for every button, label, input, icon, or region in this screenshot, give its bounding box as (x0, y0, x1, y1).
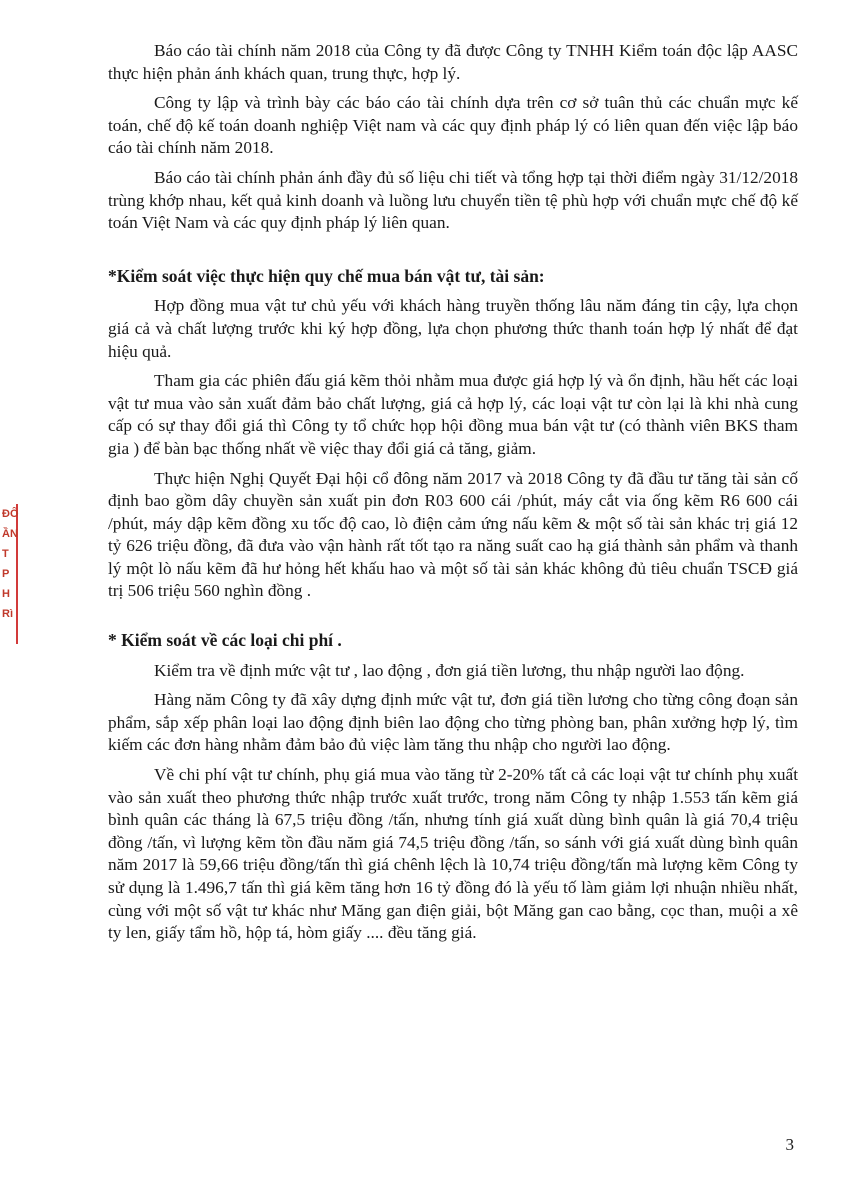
paragraph: Báo cáo tài chính năm 2018 của Công ty đã được Công ty TNHH Kiểm toán độc lập AASC thực hiện phản ánh khách quan, trung thực, hợp lý. (108, 41, 798, 83)
page-number: 3 (785, 1135, 794, 1154)
stamp-mark: H (2, 588, 10, 600)
paragraph: Công ty lập và trình bày các báo cáo tài chính dựa trên cơ sở tuân thủ các chuẩn mực kế toán, chế độ kế toán doanh nghiệp Việt nam và các quy định pháp lý có liên quan đến việc lập báo cáo tài chính năm 2018. (108, 93, 798, 158)
stamp-mark: Rì (2, 608, 13, 620)
paragraph: Về chi phí vật tư chính, phụ giá mua vào tăng từ 2-20% tất cả các loại vật tư chính phụ xuất vào sản xuất theo phương thức nhập trước xuất trước, trong năm Công ty nhập 1.553 tấn kẽm giá bình quân các tháng là 67,5 triệu đồng /tấn, nhưng tính giá xuất dùng bình quân là giá 70,4 triệu đồng /tấn, vì lượng kẽm tồn đầu năm giá 74,5 triệu đồng /tấn, so sánh với giá xuất dùng bình quân năm 2017 là 59,66 triệu đồng/tấn thì giá chênh lệch là 10,74 triệu đồng/tấn mà lượng kẽm Công ty sử dụng là 1.496,7 tấn thì giá kẽm tăng hơn 16 tỷ đồng đó là yếu tố làm giảm lợi nhuận nhiều nhất, cùng với một số vật tư khác như Măng gan điện giải, bột Măng gan cao bằng, cọc than, muội a xê ty len, giấy tẩm hồ, hộp tá, hòm giấy .... đều tăng giá. (108, 765, 798, 943)
paragraph: Thực hiện Nghị Quyết Đại hội cổ đông năm 2017 và 2018 Công ty đã đầu tư tăng tài sản cố định bao gồm dây chuyền sản xuất pin đơn R03 600 cái /phút, máy cắt via ống kẽm R6 600 cái /phút, máy dập kẽm đồng xu tốc độ cao, lò điện cảm ứng nấu kẽm & một số tài sản khác trị giá 12 tỷ 626 triệu đồng, đã đưa vào vận hành rất tốt tạo ra năng suất cao hạ giá thành sản phẩm và thanh lý một lò nấu kẽm đã hư hỏng hết khấu hao và một số tài sản khác không đủ tiêu chuẩn TSCĐ giá trị 506 triệu 560 nghìn đồng . (108, 468, 798, 601)
paragraph: Hàng năm Công ty đã xây dựng định mức vật tư, đơn giá tiền lương cho từng công đoạn sản phẩm, sắp xếp phân loại lao động định biên lao động cho từng phòng ban, phân xưởng hợp lý, tìm kiếm các đơn hàng nhằm đảm bảo đủ việc làm tăng thu nhập cho người lao động. (108, 690, 798, 755)
document-body (108, 40, 798, 952)
paragraph: Tham gia các phiên đấu giá kẽm thỏi nhằm mua được giá hợp lý và ổn định, hầu hết các loại vật tư mua vào sản xuất đảm bảo chất lượng, giá cả hợp lý, các loại vật tư còn lại là khi nhà cung cấp có sự thay đổi giá thì Công ty tổ chức họp hội đồng mua bán vật tư (có thành viên BKS tham gia ) để bàn bạc thống nhất về việc thay đổi giá cả tăng, giảm. (108, 371, 798, 458)
paragraph: Kiểm tra về định mức vật tư , lao động , đơn giá tiền lương, thu nhập người lao động. (154, 660, 745, 680)
paragraph: Hợp đồng mua vật tư chủ yếu với khách hàng truyền thống lâu năm đáng tin cậy, lựa chọn giá cả và chất lượng trước khi ký hợp đồng, lựa chọn phương thức thanh toán hợp lý nhất để đạt hiệu quả. (108, 296, 798, 361)
section-heading: * Kiểm soát về các loại chi phí . (108, 630, 342, 651)
stamp-mark: ẦN (2, 528, 18, 540)
red-stamp-fragment (0, 504, 18, 644)
stamp-mark: ĐÔ (2, 508, 19, 520)
stamp-mark: T P (2, 548, 10, 580)
section-heading: *Kiểm soát việc thực hiện quy chế mua bán vật tư, tài sản: (108, 265, 545, 286)
paragraph: Báo cáo tài chính phản ánh đầy đủ số liệu chi tiết và tổng hợp tại thời điểm ngày 31/12/2018 trùng khớp nhau, kết quả kinh doanh và luồng lưu chuyển tiền tệ phù hợp với chuẩn mực chế độ kế toán Việt Nam và các quy định pháp lý liên quan. (108, 167, 798, 233)
